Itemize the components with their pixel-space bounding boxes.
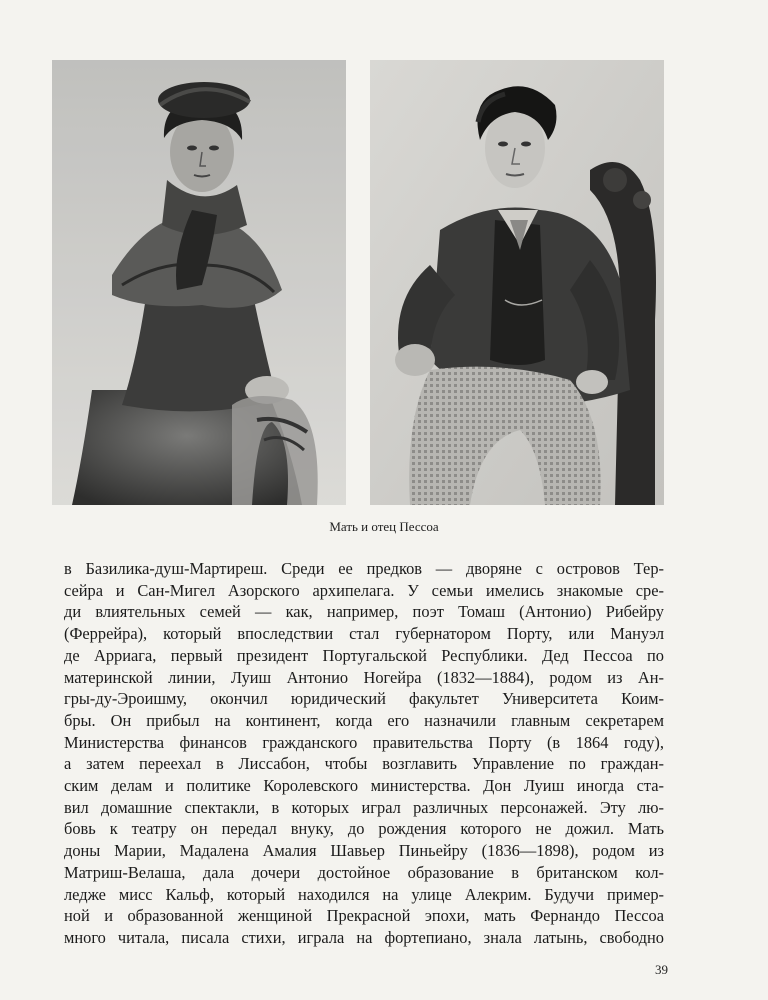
father-portrait	[370, 60, 664, 505]
text-line: ной и образованной женщиной Прекрасной эпохи, мать Фернандо Пессоа	[64, 906, 664, 926]
text-line: вил домашние спектакли, в которых играл различных персонажей. Эту лю-	[64, 797, 664, 817]
text-line: гры-ду-Эроишму, окончил юридический факультет Университета Коим-	[64, 689, 664, 709]
text-line: в Базилика-душ-Мартиреш. Среди ее предков — дворяне с островов Тер-	[64, 559, 664, 578]
text-line: ледже мисс Кальф, который находился на улице Алекрим. Будучи пример-	[64, 884, 664, 904]
text-line: а затем переехал в Лиссабон, чтобы возглавить Управление по граждан-	[64, 754, 664, 774]
body-text	[64, 558, 664, 949]
photo-pair	[52, 60, 664, 505]
mother-portrait	[52, 60, 346, 505]
text-line: бовь к театру он передал внуку, до рождения которого не дожил. Мать	[64, 819, 664, 839]
photo-caption: Мать и отец Пессоа	[329, 519, 439, 534]
text-line: материнской линии, Луиш Антонио Ногейра (1832—1884), родом из Ан-	[64, 667, 664, 687]
text-line: сейра и Сан-Мигел Азорского архипелага. У семьи имелись знакомые сре-	[64, 580, 664, 600]
text-line: де Арриага, первый президент Португальской Республики. Дед Пессоа по	[64, 645, 664, 665]
page-number: 39	[655, 962, 668, 977]
text-line: (Феррейра), который впоследствии стал губернатором Порту, или Мануэл	[64, 624, 664, 644]
text-line: бры. Он прибыл на континент, когда его назначили главным секретарем	[64, 710, 664, 730]
text-line: ским делам и политике Королевского министерства. Дон Луиш иногда ста-	[64, 776, 664, 796]
text-line: Министерства финансов гражданского правительства Порту (в 1864 году),	[64, 732, 664, 752]
text-line: доны Марии, Мадалена Амалия Шавьер Пиньейру (1836—1898), родом из	[64, 841, 664, 861]
text-line: Матриш-Велаша, дала дочери достойное образование в британском кол-	[64, 862, 664, 882]
text-line: ди влиятельных семей — как, например, поэт Томаш (Антонио) Рибейру	[64, 602, 664, 622]
text-line: много читала, писала стихи, играла на фортепиано, знала латынь, свободно	[64, 927, 664, 947]
